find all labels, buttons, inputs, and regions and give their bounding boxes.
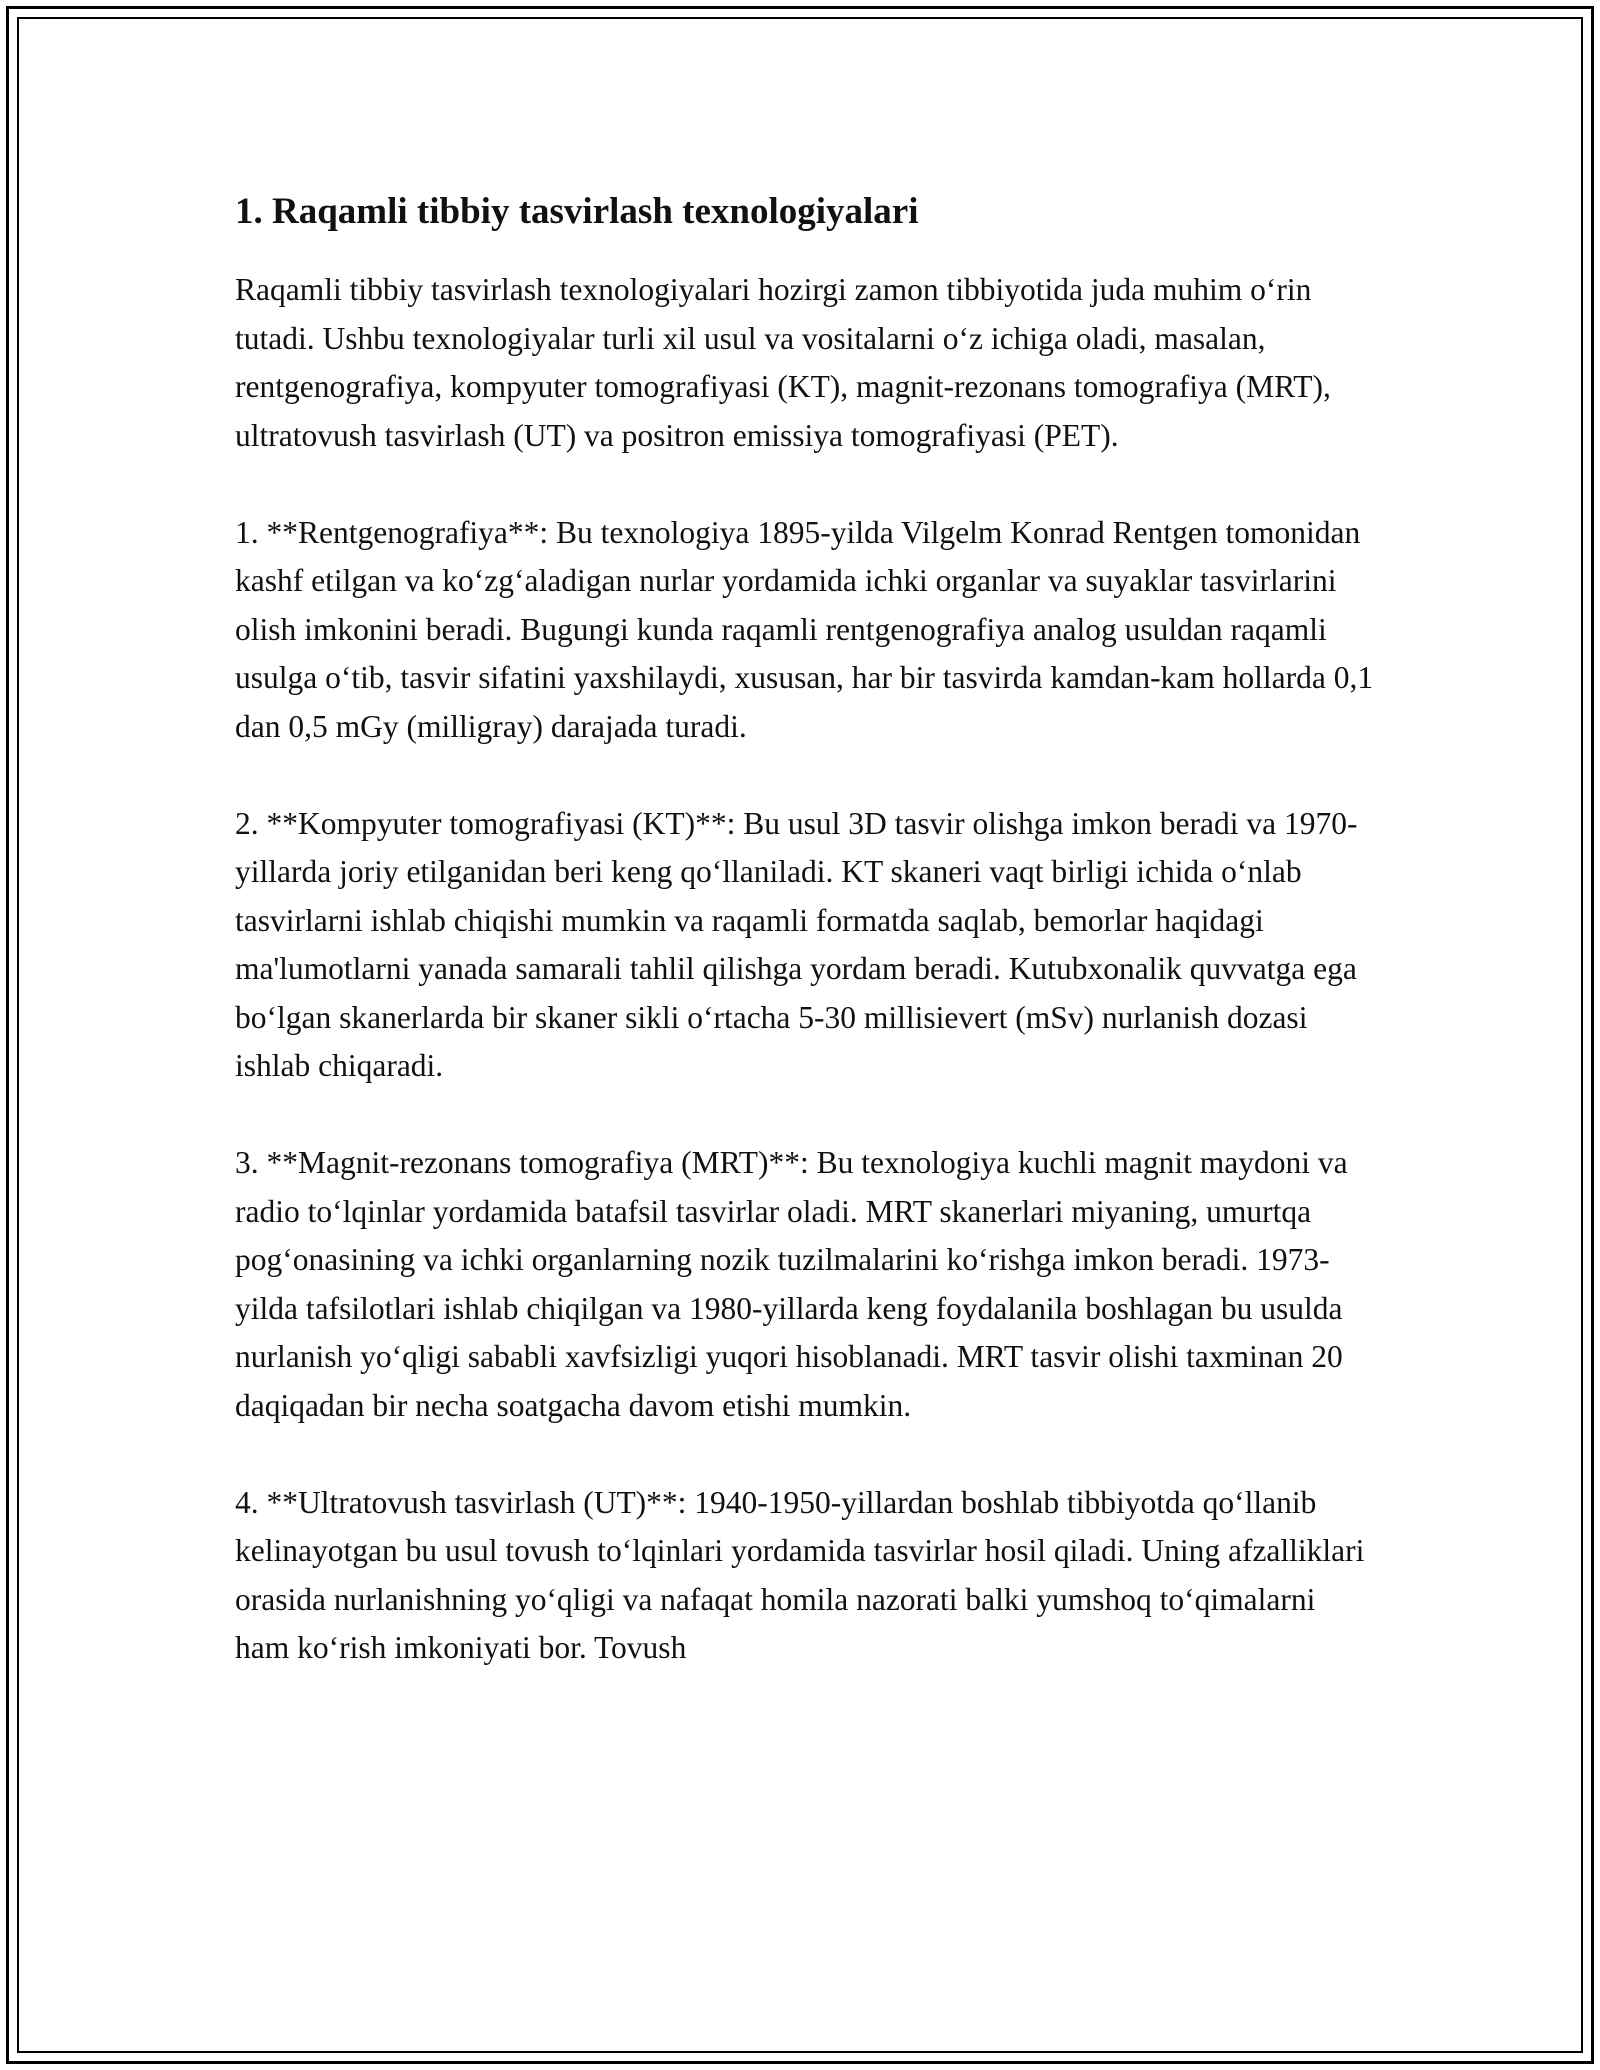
document-body [235,184,1375,1721]
section-title: 1. Raqamli tibbiy tasvirlash texnologiyalari [235,191,919,232]
paragraph-magnit-rezonans: 3. **Magnit-rezonans tomografiya (MRT)**: Bu texnologiya kuchli magnit maydoni va radio to‘lqinlar yordamida batafsil tasvirlar oladi. MRT skanerlari miyaning, umurtqa pog‘onasining va ichki organlarning nozik tuzilmalarini ko‘rishga imkon beradi. 1973-yilda tafsilotlari ishlab chiqilgan va 1980-yillarda keng foydalanila boshlagan bu usulda nurlanish yo‘qligi sababli xavfsizligi yuqori hisoblanadi. MRT tasvir olishi taxminan 20 daqiqadan bir necha soatgacha davom etishi mumkin. [235,1145,1348,1423]
paragraph-kompyuter-tomografiyasi: 2. **Kompyuter tomografiyasi (KT)**: Bu usul 3D tasvir olishga imkon beradi va 1970-yillarda joriy etilganidan beri keng qo‘llaniladi. KT skaneri vaqt birligi ichida o‘nlab tasvirlarni ishlab chiqishi mumkin va raqamli formatda saqlab, bemorlar haqidagi ma'lumotlarni yanada samarali tahlil qilishga yordam beradi. Kutubxonalik quvvatga ega bo‘lgan skanerlarda bir skaner sikli o‘rtacha 5-30 millisievert (mSv) nurlanish dozasi ishlab chiqaradi. [235,805,1358,1083]
paragraph-ultratovush: 4. **Ultratovush tasvirlash (UT)**: 1940-1950-yillardan boshlab tibbiyotda qo‘llanib kelinayotgan bu usul tovush to‘lqinlari yordamida tasvirlar hosil qiladi. Uning afzalliklari orasida nurlanishning yo‘qligi va nafaqat homila nazorati balki yumshoq to‘qimalarni ham ko‘rish imkoniyati bor. Tovush [235,1484,1365,1665]
paragraph-rentgenografiya: 1. **Rentgenografiya**: Bu texnologiya 1895-yilda Vilgelm Konrad Rentgen tomonidan kashf etilgan va ko‘zg‘aladigan nurlar yordamida ichki organlar va suyaklar tasvirlarini olish imkonini beradi. Bugungi kunda raqamli rentgenografiya analog usuldan raqamli usulga o‘tib, tasvir sifatini yaxshilaydi, xususan, har bir tasvirda kamdan-kam hollarda 0,1 dan 0,5 mGy (milligray) darajada turadi. [235,514,1374,744]
paragraph-intro: Raqamli tibbiy tasvirlash texnologiyalari hozirgi zamon tibbiyotida juda muhim o‘rin tutadi. Ushbu texnologiyalar turli xil usul va vositalarni o‘z ichiga oladi, masalan, rentgenografiya, kompyuter tomografiyasi (KT), magnit-rezonans tomografiya (MRT), ultratovush tasvirlash (UT) va positron emissiya tomografiyasi (PET). [235,272,1331,453]
